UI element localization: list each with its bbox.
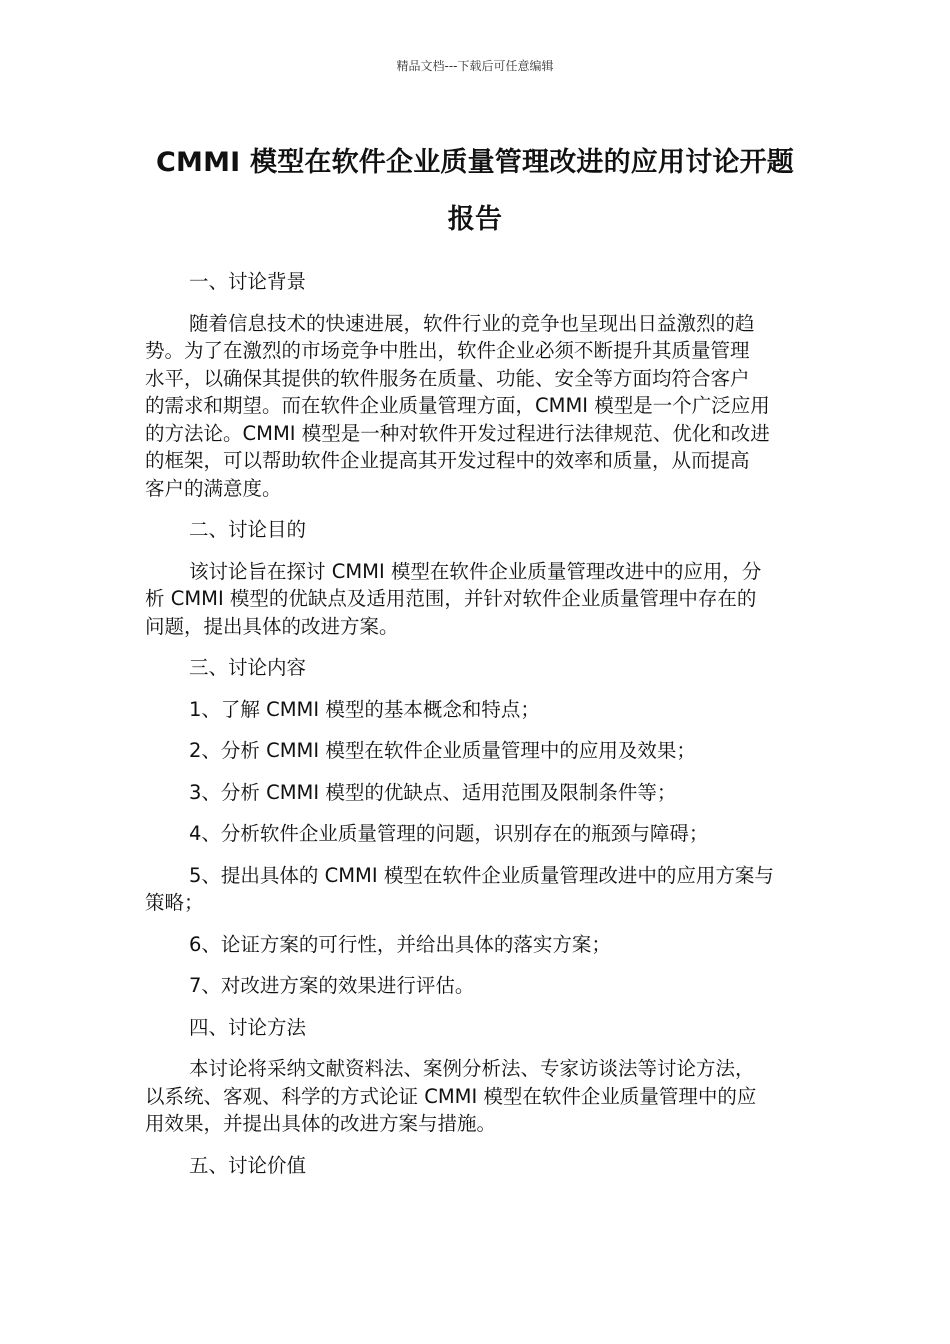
section-heading-background: 一、讨论背景 <box>189 270 307 293</box>
section-heading-content: 三、讨论内容 <box>189 656 307 679</box>
paragraph-line: 的框架，可以帮助软件企业提高其开发过程中的效率和质量，从而提高 <box>145 449 750 472</box>
list-item: 7、对改进方案的效果进行评估。 <box>189 974 475 997</box>
title-line-1: CMMI 模型在软件企业质量管理改进的应用讨论开题 <box>156 147 794 178</box>
paragraph-line: 该讨论旨在探讨 CMMI 模型在软件企业质量管理改进中的应用，分 <box>189 559 762 583</box>
document-body <box>145 268 807 1179</box>
list-item: 2、分析 CMMI 模型在软件企业质量管理中的应用及效果； <box>189 739 696 762</box>
paragraph-line: 水平，以确保其提供的软件服务在质量、功能、安全等方面均符合客户 <box>145 366 750 390</box>
list-item: 3、分析 CMMI 模型的优缺点、适用范围及限制条件等； <box>189 780 677 804</box>
section-heading-purpose: 二、讨论目的 <box>189 518 307 541</box>
paragraph-line: 问题，提出具体的改进方案。 <box>145 614 399 638</box>
list-item-line: 5、提出具体的 CMMI 模型在软件企业质量管理改进中的应用方案与 <box>189 863 774 887</box>
list-item: 4、分析软件企业质量管理的问题，识别存在的瓶颈与障碍； <box>189 822 709 845</box>
document-title <box>145 134 805 248</box>
list-item <box>145 862 807 917</box>
paragraph-line: 的需求和期望。而在软件企业质量管理方面，CMMI 模型是一个广泛应用 <box>145 394 770 417</box>
paragraph-line: 本讨论将采纳文献资料法、案例分析法、专家访谈法等讨论方法， <box>189 1057 755 1080</box>
section-heading-method: 四、讨论方法 <box>189 1015 307 1039</box>
paragraph-background <box>145 310 807 503</box>
list-item: 1、了解 CMMI 模型的基本概念和特点； <box>189 697 540 721</box>
paragraph-line: 势。为了在激烈的市场竞争中胜出，软件企业必须不断提升其质量管理 <box>145 339 750 362</box>
section-heading-value: 五、讨论价值 <box>189 1153 307 1177</box>
title-line-2: 报告 <box>447 204 503 235</box>
paragraph-line: 用效果，并提出具体的改进方案与措施。 <box>145 1112 497 1135</box>
paragraph-line: 客户的满意度。 <box>145 476 282 500</box>
list-item: 6、论证方案的可行性，并给出具体的落实方案； <box>189 932 611 956</box>
paragraph-method <box>145 1055 807 1138</box>
paragraph-line: 随着信息技术的快速进展，软件行业的竞争也呈现出日益激烈的趋 <box>189 311 755 335</box>
paragraph-line: 以系统、客观、科学的方式论证 CMMI 模型在软件企业质量管理中的应 <box>145 1084 757 1108</box>
paragraph-purpose <box>145 558 807 641</box>
paragraph-line: 析 CMMI 模型的优缺点及适用范围，并针对软件企业质量管理中存在的 <box>145 587 757 610</box>
list-item-line: 策略； <box>145 891 204 914</box>
paragraph-line: 的方法论。CMMI 模型是一种对软件开发过程进行法律规范、优化和改进 <box>145 421 770 445</box>
header-note: 精品文档---下载后可任意编辑 <box>396 59 554 73</box>
